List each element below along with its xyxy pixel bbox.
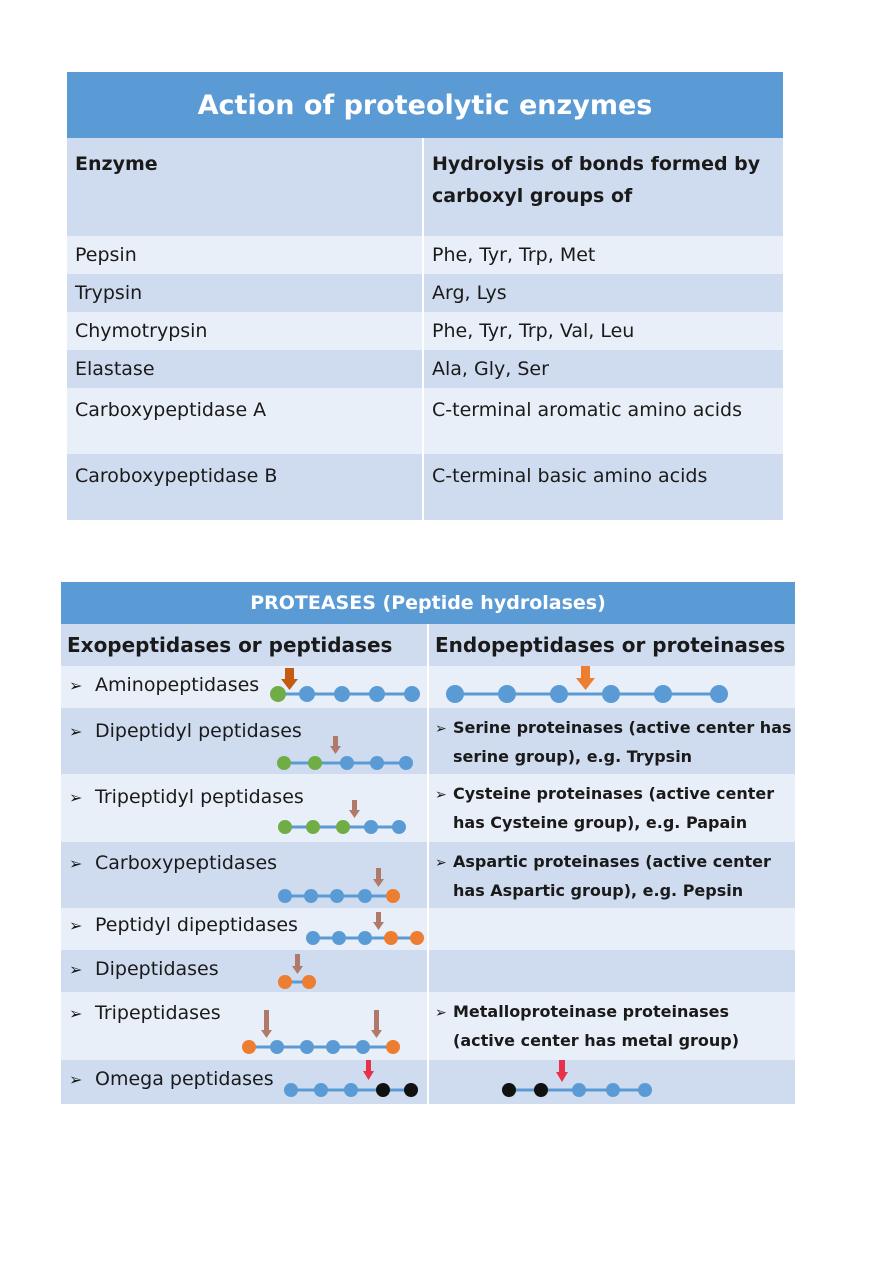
protease-row	[61, 908, 795, 950]
cleavage-arrow-icon	[556, 1060, 568, 1082]
table-row	[67, 312, 783, 350]
residue-green	[336, 820, 350, 834]
protease-row	[61, 666, 795, 708]
carboxypeptidase-chain-diagram	[61, 842, 427, 908]
proteases-table	[61, 582, 795, 1104]
table-row	[67, 454, 783, 520]
bullet-icon: ➢	[69, 1004, 83, 1023]
residue-blue	[300, 1040, 314, 1054]
endo-cell	[427, 842, 795, 908]
bonds-cell: C-terminal aromatic amino acids	[422, 388, 783, 454]
bullet-icon: ➢	[435, 787, 447, 803]
cleavage-arrow-icon	[371, 1010, 382, 1038]
exo-label: ➢ Dipeptidyl peptidases	[69, 720, 302, 742]
exo-cell	[61, 708, 427, 774]
bonds-cell: Arg, Lys	[422, 274, 783, 312]
cleavage-arrow-icon	[363, 1060, 374, 1080]
endo-cell	[427, 992, 795, 1060]
bullet-icon: ➢	[69, 854, 83, 873]
enzyme-column-header: Enzyme	[75, 153, 158, 175]
cleavage-arrow-icon	[330, 736, 341, 754]
residue-blue	[369, 686, 385, 702]
residue-green	[308, 756, 322, 770]
bullet-icon: ➢	[435, 721, 447, 737]
residue-blue	[710, 685, 728, 703]
residue-blue	[572, 1083, 586, 1097]
exo-cell	[61, 908, 427, 950]
residue-blue	[399, 756, 413, 770]
bonds-header-line-1: Hydrolysis of bonds formed by	[432, 153, 761, 175]
cleavage-arrow-icon	[373, 868, 384, 887]
table-header-row	[67, 138, 783, 236]
exo-cell	[61, 774, 427, 842]
residue-blue	[602, 685, 620, 703]
endo-cell	[427, 774, 795, 842]
bullet-icon: ➢	[69, 1070, 83, 1089]
residue-blue	[326, 1040, 340, 1054]
bullet-icon: ➢	[69, 788, 83, 807]
cleavage-arrow-icon	[292, 954, 303, 974]
residue-blue	[370, 756, 384, 770]
residue-green	[277, 756, 291, 770]
residue-blue	[330, 889, 344, 903]
residue-orange	[242, 1040, 256, 1054]
protease-row	[61, 1060, 795, 1104]
bullet-icon: ➢	[435, 1005, 447, 1021]
enzyme-cell: Caroboxypeptidase B	[75, 465, 278, 487]
protease-row	[61, 708, 795, 774]
enzyme-cell: Carboxypeptidase A	[75, 399, 267, 421]
protease-row	[61, 992, 795, 1060]
exo-label: ➢ Carboxypeptidases	[69, 852, 278, 874]
residue-blue	[332, 931, 346, 945]
enzyme-action-table	[67, 72, 783, 520]
enzyme-cell: Pepsin	[75, 244, 137, 266]
residue-blue	[446, 685, 464, 703]
tripeptidase-chain-diagram	[61, 992, 427, 1060]
residue-orange	[410, 931, 424, 945]
endo-description: ➢ Serine proteinases (active center has serine group), e.g. Trypsin	[435, 714, 792, 771]
endo-cell	[427, 1060, 795, 1104]
exo-cell	[61, 950, 427, 992]
exo-label: ➢ Aminopeptidases	[69, 674, 260, 696]
residue-blue	[364, 820, 378, 834]
exo-cell	[61, 666, 427, 708]
cleavage-arrow-icon	[373, 912, 384, 930]
residue-blue	[334, 686, 350, 702]
enzyme-cell: Chymotrypsin	[75, 320, 208, 342]
bullet-icon: ➢	[69, 960, 83, 979]
enzyme-cell: Elastase	[75, 358, 155, 380]
residue-blue	[314, 1083, 328, 1097]
exo-cell	[61, 842, 427, 908]
endo-cell	[427, 908, 795, 950]
endo-description: ➢ Metalloproteinase proteinases (active center has metal group)	[435, 998, 739, 1055]
cleavage-arrow-icon	[349, 800, 360, 818]
cleavage-arrow-icon	[261, 1010, 272, 1038]
exo-cell	[61, 992, 427, 1060]
table-title: Action of proteolytic enzymes	[67, 72, 783, 138]
bonds-column-header	[422, 138, 783, 236]
protease-row	[61, 950, 795, 992]
bullet-icon: ➢	[69, 916, 83, 935]
tripeptidyl-chain-diagram	[61, 774, 427, 842]
residue-blue	[284, 1083, 298, 1097]
aminopeptidase-chain-diagram	[61, 666, 427, 708]
exo-label: ➢ Omega peptidases	[69, 1068, 274, 1090]
residue-blue	[306, 931, 320, 945]
proteases-title: PROTEASES (Peptide hydrolases)	[61, 582, 795, 624]
residue-blue	[299, 686, 315, 702]
bullet-icon: ➢	[69, 676, 83, 695]
residue-blue	[270, 1040, 284, 1054]
bullet-icon: ➢	[435, 855, 447, 871]
cleavage-arrow-icon	[281, 668, 298, 690]
residue-blue	[356, 1040, 370, 1054]
residue-black	[376, 1083, 390, 1097]
exo-cell	[61, 1060, 427, 1104]
residue-orange	[386, 1040, 400, 1054]
residue-blue	[304, 889, 318, 903]
cleavage-arrow-icon	[576, 666, 595, 690]
residue-blue	[344, 1083, 358, 1097]
endo-cell	[427, 708, 795, 774]
residue-blue	[392, 820, 406, 834]
dipeptidyl-chain-diagram	[61, 708, 427, 774]
protease-row	[61, 774, 795, 842]
residue-orange	[278, 975, 292, 989]
endo-cell	[427, 666, 795, 708]
bullet-icon: ➢	[69, 722, 83, 741]
exo-label: ➢ Tripeptidases	[69, 1002, 221, 1024]
residue-orange	[386, 889, 400, 903]
residue-blue	[278, 889, 292, 903]
residue-blue	[358, 889, 372, 903]
residue-green	[306, 820, 320, 834]
residue-green	[278, 820, 292, 834]
enzyme-cell: Trypsin	[75, 282, 143, 304]
residue-blue	[550, 685, 568, 703]
residue-orange	[302, 975, 316, 989]
protease-row	[61, 842, 795, 908]
exo-label: ➢ Dipeptidases	[69, 958, 219, 980]
residue-blue	[358, 931, 372, 945]
residue-orange	[384, 931, 398, 945]
bonds-cell: C-terminal basic amino acids	[422, 454, 783, 520]
endo-cell	[427, 950, 795, 992]
residue-blue	[404, 686, 420, 702]
residue-blue	[606, 1083, 620, 1097]
endo-description: ➢ Aspartic proteinases (active center has Aspartic group), e.g. Pepsin	[435, 848, 771, 905]
endopeptidases-header: Endopeptidases or proteinases	[427, 624, 795, 666]
residue-black	[404, 1083, 418, 1097]
omega-endo-chain-diagram	[429, 1060, 795, 1104]
table-row	[67, 388, 783, 454]
exopeptidases-header: Exopeptidases or peptidases	[67, 633, 393, 657]
table-row	[67, 236, 783, 274]
endo-description: ➢ Cysteine proteinases (active center has Cysteine group), e.g. Papain	[435, 780, 774, 837]
residue-blue	[654, 685, 672, 703]
proteases-header-row	[61, 624, 795, 666]
table-row	[67, 350, 783, 388]
bonds-cell: Ala, Gly, Ser	[422, 350, 783, 388]
residue-blue	[498, 685, 516, 703]
bonds-cell: Phe, Tyr, Trp, Met	[422, 236, 783, 274]
endopeptidase-chain-diagram	[429, 666, 795, 708]
bonds-cell: Phe, Tyr, Trp, Val, Leu	[422, 312, 783, 350]
dipeptidase-chain-diagram	[61, 950, 427, 992]
table-row	[67, 274, 783, 312]
exo-label: ➢ Peptidyl dipeptidases	[69, 914, 298, 936]
residue-blue	[340, 756, 354, 770]
residue-blue	[638, 1083, 652, 1097]
omega-peptidase-chain-diagram	[61, 1060, 427, 1104]
residue-green	[270, 686, 286, 702]
residue-black	[534, 1083, 548, 1097]
peptidyl-dipeptidase-chain-diagram	[61, 908, 427, 950]
bonds-header-line-2: carboxyl groups of	[432, 185, 633, 207]
exo-label: ➢ Tripeptidyl peptidases	[69, 786, 304, 808]
residue-black	[502, 1083, 516, 1097]
